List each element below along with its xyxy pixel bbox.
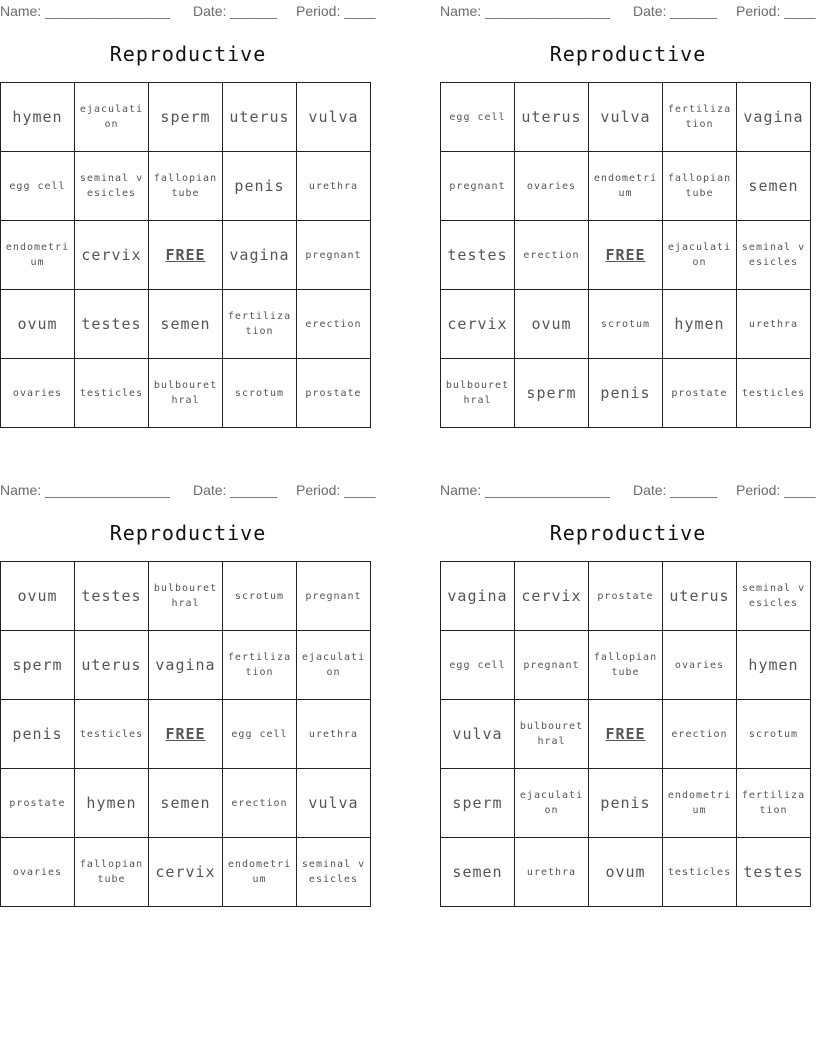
grid-row — [441, 83, 811, 152]
name-field: Name: ________________ — [0, 482, 170, 498]
bingo-cell: ovum — [1, 562, 75, 631]
bingo-cell: ovum — [515, 290, 589, 359]
bingo-cell: testes — [441, 221, 515, 290]
card-header — [440, 0, 816, 22]
period-field: Period: ____ — [736, 3, 816, 19]
bingo-cell: pregnant — [297, 221, 371, 290]
bingo-cell: ovaries — [663, 631, 737, 700]
bingo-cell: testes — [737, 838, 811, 907]
bingo-cell: erection — [223, 769, 297, 838]
grid-row — [441, 562, 811, 631]
bingo-cell: penis — [589, 769, 663, 838]
grid-row — [441, 221, 811, 290]
bingo-cell: egg cell — [1, 152, 75, 221]
card-title: Reproductive — [109, 521, 267, 545]
bingo-cell: hymen — [1, 83, 75, 152]
bingo-cell: ovaries — [1, 838, 75, 907]
bingo-cell: penis — [1, 700, 75, 769]
bingo-cell: seminal vesicles — [297, 838, 371, 907]
grid-row — [1, 562, 371, 631]
grid-row — [441, 700, 811, 769]
bingo-cell: urethra — [297, 700, 371, 769]
period-field: Period: ____ — [296, 482, 376, 498]
bingo-cell: uterus — [223, 83, 297, 152]
bingo-cell: egg cell — [223, 700, 297, 769]
bingo-cell: vulva — [297, 769, 371, 838]
grid-row — [1, 290, 371, 359]
bingo-cell: semen — [149, 290, 223, 359]
bingo-cell: sperm — [515, 359, 589, 428]
bingo-card-3 — [0, 479, 376, 919]
bingo-cell: cervix — [515, 562, 589, 631]
card-header — [0, 0, 376, 22]
bingo-cell: cervix — [75, 221, 149, 290]
bingo-cell: semen — [441, 838, 515, 907]
bingo-cell: cervix — [149, 838, 223, 907]
bingo-cell: fallopian tube — [663, 152, 737, 221]
bingo-card-1 — [0, 0, 376, 440]
bingo-cell: pregnant — [441, 152, 515, 221]
bingo-cell: scrotum — [589, 290, 663, 359]
bingo-cell: sperm — [1, 631, 75, 700]
bingo-cell: uterus — [663, 562, 737, 631]
card-title: Reproductive — [109, 42, 267, 66]
grid-row — [1, 838, 371, 907]
bingo-cell: fertilization — [223, 631, 297, 700]
free-space: FREE — [149, 700, 223, 769]
bingo-cell: penis — [589, 359, 663, 428]
bingo-cell: ejaculation — [75, 83, 149, 152]
bingo-cell: prostate — [1, 769, 75, 838]
bingo-cell: ovaries — [515, 152, 589, 221]
name-field: Name: ________________ — [440, 482, 610, 498]
bingo-cell: ovum — [589, 838, 663, 907]
bingo-cell: testicles — [75, 700, 149, 769]
free-space: FREE — [149, 221, 223, 290]
bingo-cell: pregnant — [297, 562, 371, 631]
bingo-cell: prostate — [297, 359, 371, 428]
grid-row — [441, 290, 811, 359]
bingo-cell: erection — [663, 700, 737, 769]
bingo-cell: sperm — [441, 769, 515, 838]
bingo-grid — [0, 561, 371, 907]
bingo-cell: endometrium — [223, 838, 297, 907]
bingo-cell: bulbourethral — [149, 359, 223, 428]
grid-row — [441, 359, 811, 428]
bingo-cell: erection — [515, 221, 589, 290]
date-field: Date: ______ — [193, 482, 278, 498]
card-header — [440, 479, 816, 501]
period-field: Period: ____ — [296, 3, 376, 19]
bingo-cell: bulbourethral — [441, 359, 515, 428]
grid-row — [1, 83, 371, 152]
bingo-cell: urethra — [737, 290, 811, 359]
card-header — [0, 479, 376, 501]
bingo-cell: ovum — [1, 290, 75, 359]
bingo-cell: vagina — [149, 631, 223, 700]
grid-row — [1, 769, 371, 838]
card-title: Reproductive — [549, 42, 707, 66]
grid-row — [441, 631, 811, 700]
bingo-cell: endometrium — [589, 152, 663, 221]
bingo-card-2 — [440, 0, 816, 440]
bingo-cell: scrotum — [223, 562, 297, 631]
name-field: Name: ________________ — [0, 3, 170, 19]
grid-row — [441, 838, 811, 907]
grid-row — [441, 152, 811, 221]
bingo-cell: ovaries — [1, 359, 75, 428]
bingo-cell: uterus — [515, 83, 589, 152]
grid-row — [1, 631, 371, 700]
bingo-cell: penis — [223, 152, 297, 221]
date-field: Date: ______ — [633, 3, 718, 19]
bingo-cell: egg cell — [441, 631, 515, 700]
bingo-cell: fallopian tube — [75, 838, 149, 907]
bingo-cell: semen — [737, 152, 811, 221]
bingo-cell: fertilization — [737, 769, 811, 838]
bingo-grid — [440, 561, 811, 907]
bingo-cell: prostate — [663, 359, 737, 428]
grid-row — [1, 359, 371, 428]
bingo-cell: hymen — [737, 631, 811, 700]
bingo-cell: vulva — [589, 83, 663, 152]
bingo-grid — [0, 82, 371, 428]
bingo-cell: bulbourethral — [515, 700, 589, 769]
bingo-cell: seminal vesicles — [75, 152, 149, 221]
card-title: Reproductive — [549, 521, 707, 545]
period-field: Period: ____ — [736, 482, 816, 498]
free-space: FREE — [589, 221, 663, 290]
bingo-cell: semen — [149, 769, 223, 838]
bingo-cell: ejaculation — [297, 631, 371, 700]
bingo-cell: ejaculation — [515, 769, 589, 838]
bingo-cell: vagina — [223, 221, 297, 290]
bingo-cell: hymen — [663, 290, 737, 359]
free-space: FREE — [589, 700, 663, 769]
bingo-cell: ejaculation — [663, 221, 737, 290]
bingo-cell: seminal vesicles — [737, 562, 811, 631]
date-field: Date: ______ — [193, 3, 278, 19]
bingo-cell: vulva — [441, 700, 515, 769]
grid-row — [1, 221, 371, 290]
bingo-cell: testicles — [75, 359, 149, 428]
bingo-cell: fallopian tube — [149, 152, 223, 221]
bingo-cell: bulbourethral — [149, 562, 223, 631]
bingo-cell: testicles — [663, 838, 737, 907]
bingo-cell: fertilization — [223, 290, 297, 359]
bingo-cell: hymen — [75, 769, 149, 838]
bingo-cell: uterus — [75, 631, 149, 700]
bingo-grid — [440, 82, 811, 428]
bingo-cell: urethra — [297, 152, 371, 221]
grid-row — [441, 769, 811, 838]
bingo-cell: testicles — [737, 359, 811, 428]
grid-row — [1, 152, 371, 221]
bingo-cell: endometrium — [663, 769, 737, 838]
bingo-cell: fallopian tube — [589, 631, 663, 700]
bingo-cell: fertilization — [663, 83, 737, 152]
bingo-cell: urethra — [515, 838, 589, 907]
bingo-cell: egg cell — [441, 83, 515, 152]
bingo-cell: testes — [75, 290, 149, 359]
bingo-cell: scrotum — [737, 700, 811, 769]
bingo-cell: endometrium — [1, 221, 75, 290]
bingo-cell: vulva — [297, 83, 371, 152]
name-field: Name: ________________ — [440, 3, 610, 19]
bingo-card-4 — [440, 479, 816, 919]
bingo-cell: sperm — [149, 83, 223, 152]
bingo-cell: scrotum — [223, 359, 297, 428]
bingo-cell: vagina — [737, 83, 811, 152]
bingo-cell: vagina — [441, 562, 515, 631]
bingo-cell: cervix — [441, 290, 515, 359]
date-field: Date: ______ — [633, 482, 718, 498]
bingo-cell: testes — [75, 562, 149, 631]
bingo-cell: pregnant — [515, 631, 589, 700]
bingo-cell: erection — [297, 290, 371, 359]
bingo-cell: seminal vesicles — [737, 221, 811, 290]
bingo-cell: prostate — [589, 562, 663, 631]
grid-row — [1, 700, 371, 769]
